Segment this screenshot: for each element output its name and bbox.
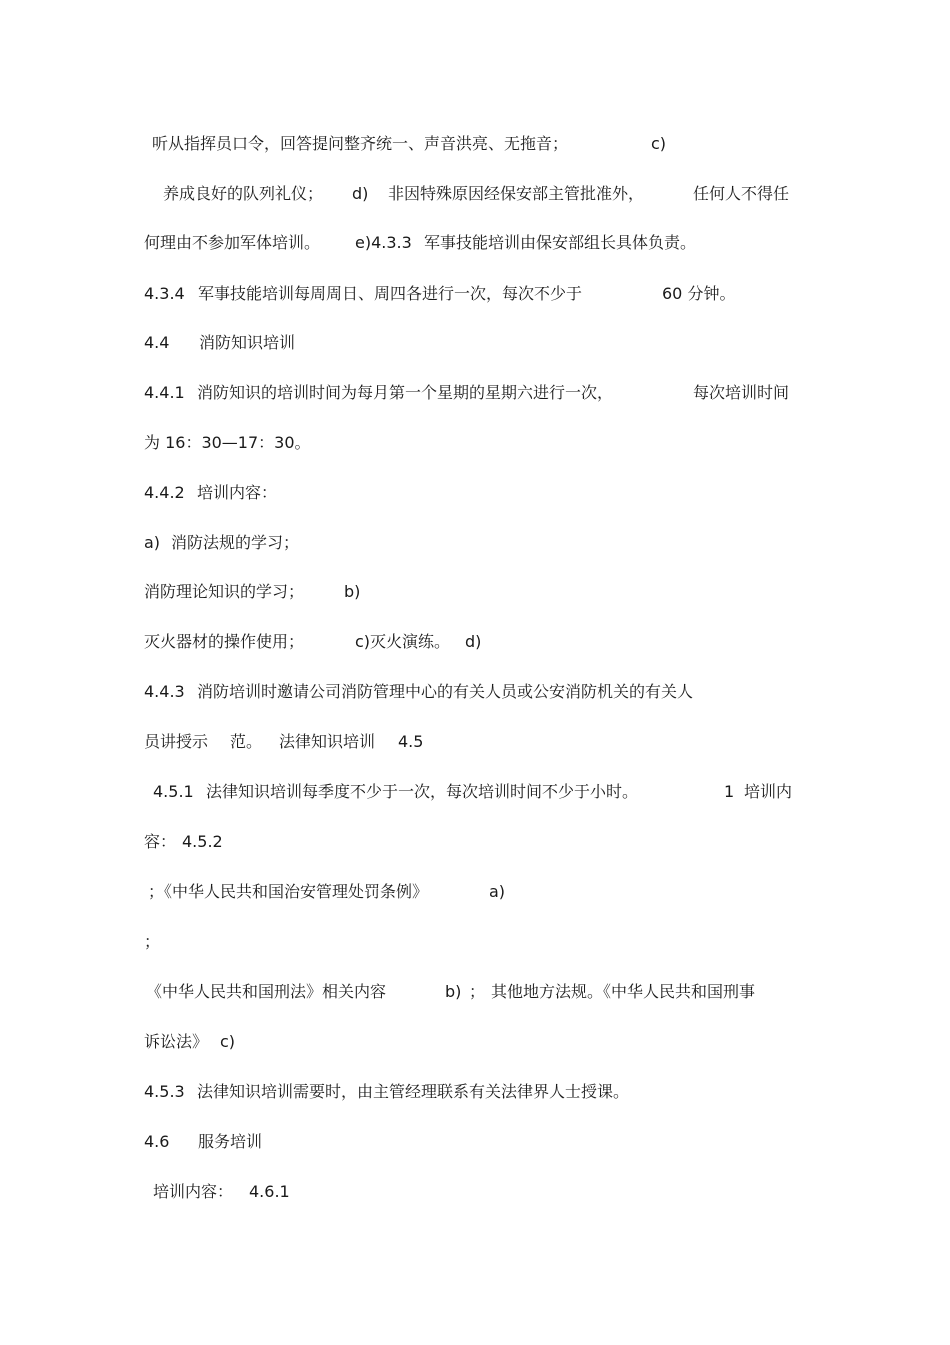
text-segment: 听从指挥员口令，回答提问整齐统一、声音洪亮、无拖音； <box>152 134 569 153</box>
text-segment: ； <box>144 932 161 951</box>
text-segment: 4.4 <box>144 333 170 352</box>
text-segment: d) <box>465 632 482 651</box>
text-segment: 何理由不参加军体培训。 <box>144 233 321 252</box>
text-segment: 4.5 <box>398 732 424 751</box>
text-segment: 4.3.4 <box>144 284 185 303</box>
text-segment: 4.4.3 <box>144 682 185 701</box>
text-segment: c) <box>220 1032 236 1051</box>
text-segment: 军事技能培训由保安部组长具体负责。 <box>424 233 697 252</box>
text-segment: b) <box>445 982 462 1001</box>
text-segment: 范。 <box>230 732 263 751</box>
text-segment: c)灭火演练。 <box>355 632 451 651</box>
text-segment: 60 分钟。 <box>662 284 736 303</box>
text-segment: 消防知识培训 <box>199 333 296 352</box>
text-segment: 4.5.1 <box>153 782 194 801</box>
text-segment: 消防知识的培训时间为每月第一个星期的星期六进行一次， <box>197 383 614 402</box>
text-segment: 灭火器材的操作使用； <box>144 632 305 651</box>
text-segment: c) <box>651 134 667 153</box>
text-segment: b) <box>344 582 361 601</box>
text-segment: 服务培训 <box>198 1132 263 1151</box>
text-segment: a) <box>144 533 161 552</box>
text-segment: 《中华人民共和国刑法》相关内容 <box>146 982 387 1001</box>
text-segment: 法律知识培训 <box>279 732 376 751</box>
text-segment: 消防法规的学习； <box>171 533 300 552</box>
text-segment: 4.5.2 <box>182 832 223 851</box>
text-segment: 军事技能培训每周周日、周四各进行一次，每次不少于 <box>198 284 583 303</box>
text-segment: 4.4.2 <box>144 483 185 502</box>
text-segment: 4.6 <box>144 1132 170 1151</box>
text-segment: 法律知识培训需要时，由主管经理联系有关法律界人士授课。 <box>197 1082 630 1101</box>
text-segment: 任何人不得任 <box>693 184 790 203</box>
text-segment: 法律知识培训每季度不少于一次，每次培训时间不少于小时。 <box>206 782 639 801</box>
text-segment: ； <box>469 982 486 1001</box>
text-segment: 其他地方法规。《中华人民共和国刑事 <box>491 982 756 1001</box>
text-segment: 消防理论知识的学习； <box>144 582 305 601</box>
text-segment: 每次培训时间 <box>693 383 790 402</box>
text-segment: 1 <box>724 782 735 801</box>
text-segment: 培训内容： <box>153 1182 234 1201</box>
text-segment: 容： <box>144 832 177 851</box>
text-segment: 养成良好的队列礼仪； <box>163 184 324 203</box>
text-segment: a) <box>489 882 506 901</box>
text-segment: 4.6.1 <box>249 1182 290 1201</box>
text-segment: e)4.3.3 <box>355 233 412 252</box>
text-segment: 非因特殊原因经保安部主管批准外， <box>388 184 645 203</box>
text-segment: 为 16：30—17：30。 <box>144 433 311 452</box>
text-segment: d) <box>352 184 369 203</box>
text-segment: 员讲授示 <box>144 732 209 751</box>
text-segment: ；《中华人民共和国治安管理处罚条例》 <box>148 882 429 901</box>
text-segment: 消防培训时邀请公司消防管理中心的有关人员或公安消防机关的有关人 <box>197 682 694 701</box>
text-segment: 诉讼法》 <box>144 1032 209 1051</box>
text-segment: 培训内容： <box>197 483 278 502</box>
text-segment: 4.5.3 <box>144 1082 185 1101</box>
text-segment: 培训内 <box>744 782 793 801</box>
text-segment: 4.4.1 <box>144 383 185 402</box>
